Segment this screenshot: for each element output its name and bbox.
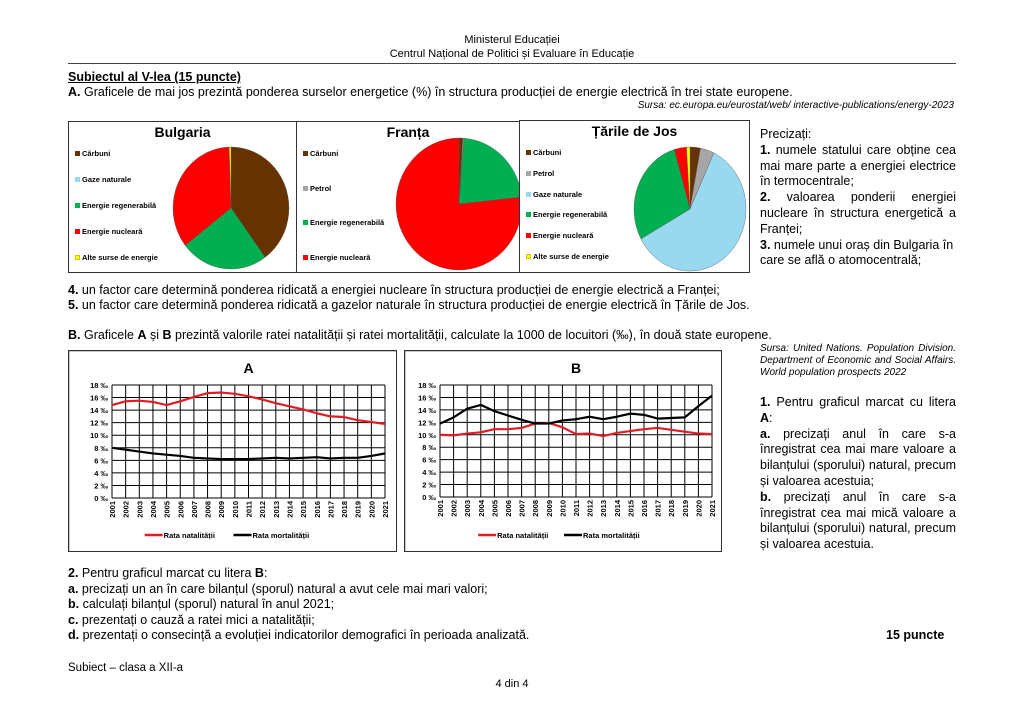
x-tick-label: 2003	[135, 501, 145, 518]
part-b-question-2	[68, 566, 529, 644]
x-tick-label: 2004	[148, 501, 158, 518]
x-tick-label: 2013	[599, 500, 609, 517]
y-tick-label: 16 ‰	[90, 393, 108, 403]
question-letter: B	[254, 566, 264, 580]
part-a-questions	[760, 127, 956, 269]
y-tick-label: 4 ‰	[94, 468, 108, 478]
question-1	[760, 143, 956, 190]
question-2a	[68, 582, 529, 598]
legend-item-gaze-naturale	[526, 190, 582, 199]
question-2-title	[68, 566, 529, 582]
part-b-label: B.	[68, 328, 81, 342]
legend-label: Energie nucleară	[310, 253, 371, 262]
question-1-title	[760, 395, 956, 427]
questions-intro: Precizați:	[760, 127, 812, 141]
footer-class: Subiect – clasa a XII-a	[68, 662, 184, 674]
legend-item-energie-regenerabila	[303, 218, 384, 227]
x-tick-label: 2014	[612, 500, 622, 517]
x-tick-label: 2012	[258, 501, 268, 518]
legend-label: Alte surse de energie	[82, 253, 158, 262]
legend-swatch	[75, 229, 80, 234]
item-text: prezentați o cauză a ratei mici a natalității;	[78, 612, 315, 627]
legend-label: Energie nucleară	[533, 231, 594, 241]
chart-title: B	[570, 360, 582, 376]
intro-text: și	[146, 328, 163, 342]
x-tick-label: 2001	[436, 500, 445, 517]
part-b-source	[760, 343, 956, 379]
header-divider	[68, 63, 956, 64]
legend-item-petrol	[303, 184, 331, 193]
legend-label: Gaze naturale	[533, 189, 583, 199]
pie-slice-energie-regenerabila	[459, 138, 522, 204]
y-tick-label: 0 ‰	[422, 493, 436, 502]
item-text: calculați bilanțul (sporul) natural în anul 2021;	[79, 597, 335, 612]
part-a-source: Sursa: ec.europa.eu/eurostat/web/ interactive-publications/energy-2023	[637, 100, 954, 111]
item-text: prezentați o consecință a evoluției indicatorilor demografici în perioada analizată.	[79, 628, 530, 643]
source-line: World population prospects 2022	[760, 367, 907, 378]
y-tick-label: 14 ‰	[418, 405, 436, 415]
y-tick-label: 16 ‰	[418, 393, 436, 403]
line-chart-a	[68, 350, 397, 552]
legend-swatch	[526, 233, 531, 238]
legend-label: Energie regenerabilă	[82, 201, 157, 210]
x-tick-label: 2010	[558, 500, 568, 517]
question-2c	[68, 613, 529, 629]
part-a-intro-text: Graficele de mai jos prezintă ponderea surselor energetice (%) în structura producției de energie electrică în trei state europene.	[80, 85, 793, 99]
y-tick-label: 10 ‰	[90, 431, 108, 441]
question-1b	[760, 490, 956, 553]
x-tick-label: 2008	[203, 501, 213, 518]
x-tick-label: 2013	[271, 501, 281, 518]
y-tick-label: 2 ‰	[422, 480, 436, 490]
item-text: precizați un an în care bilanțul (sporul) natural a avut cele mai mari valori;	[78, 581, 488, 596]
question-number: 2.	[68, 566, 79, 580]
x-tick-label: 2018	[340, 501, 350, 518]
x-tick-label: 2016	[640, 500, 649, 517]
x-tick-label: 2005	[490, 500, 500, 517]
legend-label: Cărbuni	[310, 149, 339, 158]
x-tick-label: 2015	[626, 500, 636, 517]
question-number: 1.	[760, 395, 771, 409]
x-tick-label: 2002	[449, 500, 459, 517]
part-b-question-1	[760, 395, 956, 553]
legend-label: Rata mortalității	[583, 531, 640, 540]
legend-swatch	[526, 171, 531, 176]
item-text: precizați anul în care s-a înregistrat cea mai mare valoare a bilanțului (sporului) natural, precum și valoarea acestuia;	[760, 426, 956, 488]
footer-page-number: 4 din 4	[495, 678, 529, 690]
y-tick-label: 10 ‰	[418, 430, 436, 440]
x-tick-label: 2014	[285, 501, 295, 518]
legend-item-energie-nucleara	[75, 227, 142, 236]
question-2	[760, 190, 956, 237]
y-tick-label: 8 ‰	[94, 443, 108, 453]
question-text: :	[769, 410, 773, 425]
y-tick-label: 6 ‰	[422, 455, 436, 465]
legend-swatch	[75, 255, 80, 260]
legend-item-petrol	[526, 169, 554, 178]
legend-label: Alte surse de energie	[533, 252, 609, 261]
question-letter: A	[760, 410, 770, 425]
question-5	[68, 298, 750, 312]
legend-item-carbuni	[526, 148, 561, 157]
pie-plot	[393, 136, 525, 272]
x-tick-label: 2002	[121, 501, 131, 518]
legend-label: Cărbuni	[533, 148, 562, 157]
question-2d	[68, 628, 529, 644]
question-text: numele unui oraș din Bulgaria în care se află o atomocentrală;	[760, 237, 954, 268]
x-tick-label: 2019	[680, 500, 690, 517]
x-tick-label: 2015	[299, 501, 309, 518]
question-4	[68, 283, 720, 297]
x-tick-label: 2007	[189, 501, 199, 518]
x-tick-label: 2018	[667, 500, 677, 517]
x-tick-label: 2011	[244, 501, 254, 518]
points-total: 15 puncte	[886, 628, 945, 642]
y-tick-label: 6 ‰	[94, 456, 108, 466]
legend-swatch	[303, 186, 308, 191]
x-tick-label: 2020	[367, 501, 377, 518]
intro-letter: B	[162, 328, 172, 342]
x-tick-label: 2019	[353, 501, 363, 518]
question-text: :	[263, 566, 268, 580]
x-tick-label: 2001	[108, 501, 117, 518]
legend-label: Petrol	[533, 168, 555, 178]
pie-plot	[169, 146, 293, 270]
legend-item-energie-regenerabila	[526, 210, 607, 219]
x-tick-label: 2017	[653, 500, 663, 517]
y-tick-label: 12 ‰	[418, 418, 436, 428]
legend-label: Cărbuni	[82, 149, 111, 158]
legend-swatch	[526, 192, 531, 197]
part-a-label: A.	[68, 85, 81, 99]
legend-item-carbuni	[75, 149, 110, 158]
legend-label: Rata natalității	[497, 531, 549, 540]
legend-item-alte-surse-de-energie	[75, 253, 158, 262]
legend-label: Energie nucleară	[82, 227, 143, 236]
item-label: d.	[68, 628, 80, 643]
pie-title: Țările de Jos	[591, 123, 678, 139]
y-tick-label: 18 ‰	[90, 381, 108, 390]
legend-swatch	[303, 255, 308, 260]
y-tick-label: 8 ‰	[422, 443, 436, 453]
legend-swatch	[303, 220, 308, 225]
x-tick-label: 2020	[694, 500, 704, 517]
pie-title: Franța	[386, 124, 430, 140]
y-tick-label: 14 ‰	[90, 406, 108, 416]
legend-item-alte-surse-de-energie	[526, 252, 609, 261]
question-text: valoarea ponderii energiei nucleare în structura energetică a Franței;	[760, 190, 956, 236]
pie-chart-france	[296, 121, 520, 273]
pie-plot	[630, 145, 750, 273]
line-chart-b	[404, 350, 722, 552]
header-ministry: Ministerul Educației	[464, 34, 560, 46]
intro-text: prezintă valorile ratei natalității și ratei mortalității, calculate la 1000 de locuitori (‰), în două state europene.	[171, 328, 772, 342]
item-text: precizați anul în care s-a înregistrat cea mai mică valoare a bilanțului (sporului) natural, precum și valoarea acestuia.	[760, 489, 956, 552]
pie-chart-netherlands	[519, 120, 750, 273]
chart-title: A	[243, 360, 254, 376]
legend-swatch	[75, 151, 80, 156]
y-tick-label: 12 ‰	[90, 418, 108, 428]
header-center: Centrul Național de Politici și Evaluare în Educație	[389, 48, 635, 60]
x-tick-label: 2011	[572, 500, 581, 517]
legend-swatch	[526, 212, 531, 217]
source-line: Sursa: United Nations. Population Division.	[760, 343, 956, 354]
y-tick-label: 0 ‰	[94, 494, 108, 503]
pie-chart-bulgaria	[68, 121, 297, 273]
legend-label: Petrol	[310, 183, 332, 193]
x-tick-label: 2021	[381, 501, 390, 518]
part-a-intro	[68, 85, 793, 99]
y-tick-label: 2 ‰	[94, 481, 108, 491]
legend-swatch	[75, 203, 80, 208]
legend-item-energie-nucleara	[303, 253, 370, 262]
x-tick-label: 2009	[544, 500, 554, 517]
x-tick-label: 2006	[176, 501, 186, 518]
question-number: 3.	[760, 237, 771, 252]
legend-swatch	[526, 254, 531, 259]
x-tick-label: 2007	[517, 500, 527, 517]
legend-item-gaze-naturale	[75, 175, 131, 184]
legend-item-energie-nucleara	[526, 231, 593, 240]
question-text: Pentru graficul marcat cu litera	[770, 395, 956, 409]
legend-swatch	[526, 150, 531, 155]
question-2b	[68, 597, 529, 613]
x-tick-label: 2012	[585, 500, 595, 517]
y-tick-label: 18 ‰	[418, 381, 436, 390]
x-tick-label: 2003	[463, 500, 473, 517]
subject-title: Subiectul al V-lea (15 puncte)	[68, 70, 241, 84]
intro-letter: A	[137, 328, 147, 342]
item-label: b.	[760, 489, 772, 504]
intro-text: Graficele	[80, 328, 138, 342]
x-tick-label: 2017	[326, 501, 336, 518]
part-b-intro	[68, 328, 772, 342]
item-label: c.	[68, 612, 79, 627]
question-text: Pentru graficul marcat cu litera	[78, 566, 255, 580]
legend-label: Energie regenerabilă	[310, 218, 385, 228]
legend-label: Energie regenerabilă	[533, 210, 608, 220]
item-label: b.	[68, 597, 80, 612]
legend-swatch	[303, 151, 308, 156]
x-tick-label: 2005	[162, 501, 172, 518]
x-tick-label: 2009	[217, 501, 227, 518]
question-number: 2.	[760, 190, 771, 205]
pie-title: Bulgaria	[154, 124, 211, 140]
item-label: a.	[760, 426, 771, 441]
legend-label: Rata natalității	[163, 531, 215, 540]
question-number: 4.	[68, 283, 79, 297]
question-text: un factor care determină ponderea ridicată a gazelor naturale în structura producției de energie electrică în Țările de Jos.	[78, 298, 750, 312]
legend-label: Rata mortalității	[252, 531, 310, 540]
legend-item-energie-regenerabila	[75, 201, 156, 210]
question-text: numele statului care obține cea mai mare parte a energiei electrice în termocentrale;	[760, 142, 956, 189]
source-line: Department of Economic and Social Affairs.	[760, 355, 956, 366]
x-tick-label: 2004	[476, 500, 486, 517]
chart-frame	[405, 351, 722, 552]
x-tick-label: 2006	[504, 500, 513, 517]
question-text: un factor care determină ponderea ridicată a energiei nucleare în structura producției de energie electrică a Franței;	[78, 283, 720, 297]
question-3	[760, 238, 956, 270]
question-1a	[760, 427, 956, 490]
question-number: 1.	[760, 142, 771, 157]
item-label: a.	[68, 581, 79, 596]
y-tick-label: 4 ‰	[422, 468, 436, 478]
legend-item-carbuni	[303, 149, 338, 158]
x-tick-label: 2008	[531, 500, 541, 517]
legend-label: Gaze naturale	[82, 175, 132, 184]
x-tick-label: 2010	[230, 501, 240, 518]
legend-swatch	[75, 177, 80, 182]
x-tick-label: 2021	[708, 500, 717, 517]
question-number: 5.	[68, 298, 79, 312]
x-tick-label: 2016	[312, 501, 322, 518]
chart-frame	[69, 351, 397, 552]
